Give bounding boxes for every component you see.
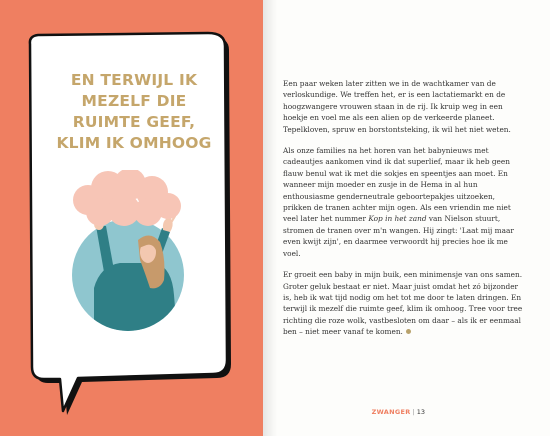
footer-separator: |	[412, 408, 415, 416]
paragraph: Een paar weken later zitten we in de wachtkamer van de verloskundige. We treffen het, er is een lactatiemarkt en de hoogzwangere vrouwen staan in de rij. Ik kruip weg in een hoekje en voel me als een alien op de verkeerde planeet. Tepelkloven, spruw en borstontsteking, ik wil het niet weten.	[283, 79, 511, 134]
paragraph	[283, 269, 523, 337]
gutter-shadow	[263, 0, 277, 436]
headline-line: EN TERWIJL IK	[70, 71, 198, 89]
right-page	[263, 0, 550, 436]
page-footer	[372, 408, 425, 416]
section-name: ZWANGER	[371, 408, 411, 416]
right-hand	[163, 218, 173, 232]
pink-cloud	[73, 170, 181, 226]
headline-line: RUIMTE GEEF,	[72, 113, 196, 131]
left-page	[0, 0, 263, 436]
page-number: 13	[416, 408, 425, 416]
pull-quote-headline	[25, 70, 243, 154]
paragraph	[283, 145, 523, 259]
body-text	[283, 78, 523, 348]
paragraph-text: Als onze families na het horen van het babynieuws met cadeautjes aankomen vind ik dat superlief, maar ik heb geen flauw benul wat ik met die sokjes en speentjes aan moet. En wanneer mijn moeder en zusje in de Hema in al hun enthousiasme genderneutrale geboortepakjes uitzoeken, prikken de tranen achter mijn ogen. Als een vriendin me niet veel later het nummer	[283, 146, 511, 224]
woman-reaching-cloud-illustration	[60, 170, 195, 335]
paragraph-text: Er groeit een baby in mijn buik, een minimensje van ons samen. Groter geluk bestaat er niet. Maar juist omdat het zó bijzonder is, heb ik wat tijd nodig om het tot me door te laten dringen. En terwijl ik mezelf die ruimte geef, klim ik omhoog. Tree voor tree richting die roze wolk, vastbesloten om daar – als ik er eenmaal ben – niet meer vanaf te komen.	[283, 270, 523, 337]
end-mark-icon	[406, 329, 411, 334]
headline-line: KLIM IK OMHOOG	[56, 134, 212, 152]
sweater	[94, 263, 178, 335]
paragraph-text: van Nielson stuurt, stromen de tranen over m'n wangen. Hij zingt: 'Laat mij maar even kwijt zijn', en daarmee verwoordt hij precies hoe ik me voel.	[283, 214, 514, 258]
song-title: Kop in het zand	[368, 214, 427, 224]
headline-line: MEZELF DIE	[81, 92, 187, 110]
